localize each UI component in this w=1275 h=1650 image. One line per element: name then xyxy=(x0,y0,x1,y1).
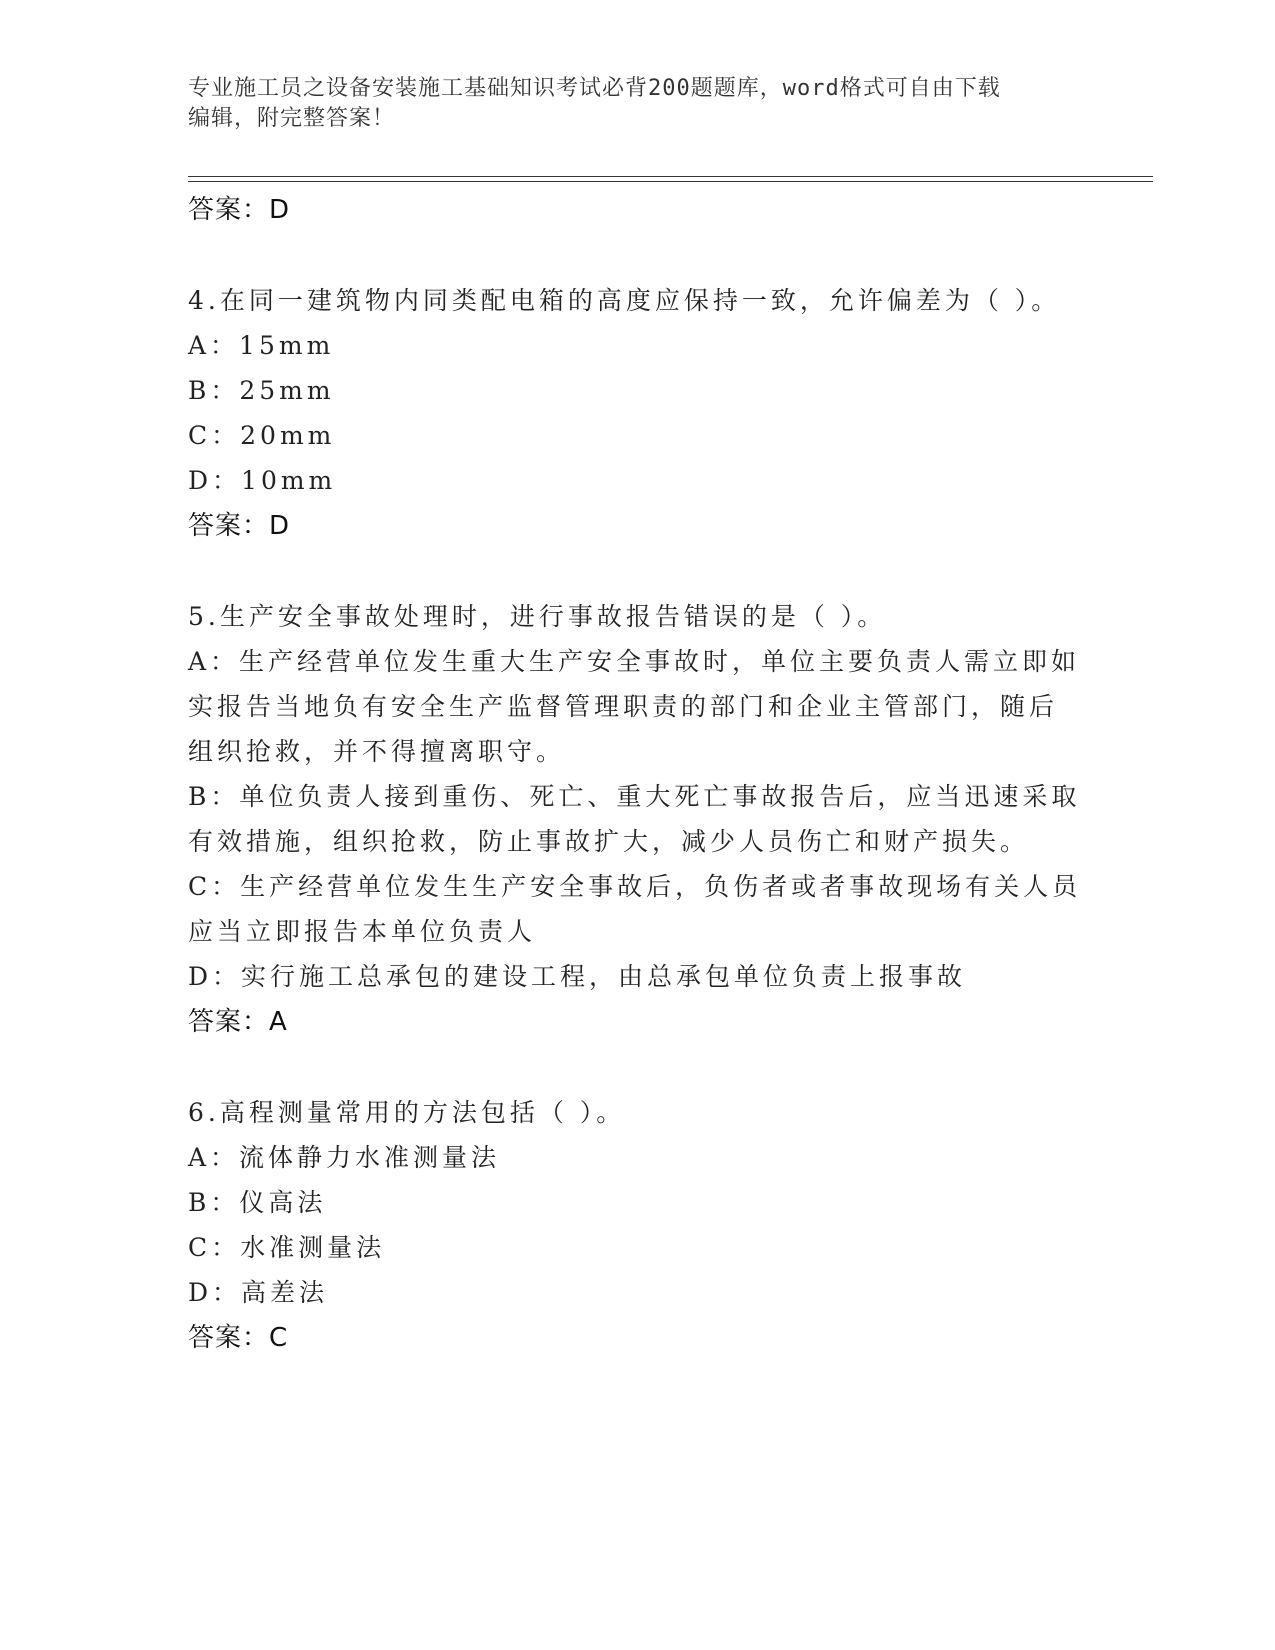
spacer xyxy=(188,233,1088,278)
header-divider-bottom xyxy=(188,181,1153,182)
answer-line: 答案：D xyxy=(188,511,291,541)
question-stem: 6.高程测量常用的方法包括（ ）。 xyxy=(188,1098,626,1127)
question-block xyxy=(188,1090,1088,1361)
answer-line: 答案：D xyxy=(188,195,291,225)
option-line: 组织抢救，并不得擅离职守。 xyxy=(188,737,566,766)
header-divider-top xyxy=(188,176,1153,177)
answer-line: 答案：C xyxy=(188,1323,289,1353)
spacer xyxy=(188,1045,1088,1090)
option-line: 有效措施，组织抢救，防止事故扩大，减少人员伤亡和财产损失。 xyxy=(188,827,1030,856)
option-line: 应当立即报告本单位负责人 xyxy=(188,917,537,946)
question-stem: 5.生产安全事故处理时，进行事故报告错误的是（ ）。 xyxy=(188,602,887,631)
option-line: A：生产经营单位发生重大生产安全事故时，单位主要负责人需立即如 xyxy=(188,647,1081,676)
option-line: A：流体静力水准测量法 xyxy=(188,1143,501,1172)
option-line: D：高差法 xyxy=(188,1278,329,1307)
question-block xyxy=(188,278,1088,549)
option-line: C：20mm xyxy=(188,421,336,450)
option-line: B：25mm xyxy=(188,376,335,405)
option-line: C：水准测量法 xyxy=(188,1233,386,1262)
spacer xyxy=(188,549,1088,594)
question-list xyxy=(188,187,1088,1361)
document-header xyxy=(188,74,1068,134)
option-line: C：生产经营单位发生生产安全事故后，负伤者或者事故现场有关人员 xyxy=(188,872,1082,901)
answer-line: 答案：A xyxy=(188,1007,288,1037)
option-line: B：单位负责人接到重伤、死亡、重大死亡事故报告后，应当迅速采取 xyxy=(188,782,1081,811)
option-line: D：10mm xyxy=(188,466,337,495)
option-line: D：实行施工总承包的建设工程，由总承包单位负责上报事故 xyxy=(188,962,967,991)
option-line: B：仪高法 xyxy=(188,1188,327,1217)
header-line-1: 专业施工员之设备安装施工基础知识考试必背200题题库，word格式可自由下载 xyxy=(188,76,1001,101)
question-block xyxy=(188,594,1088,1045)
header-line-2: 编辑，附完整答案！ xyxy=(188,106,396,131)
option-line: A：15mm xyxy=(188,331,335,360)
question-stem: 4.在同一建筑物内同类配电箱的高度应保持一致，允许偏差为（ ）。 xyxy=(188,286,1061,315)
option-line: 实报告当地负有安全生产监督管理职责的部门和企业主管部门，随后 xyxy=(188,692,1059,721)
